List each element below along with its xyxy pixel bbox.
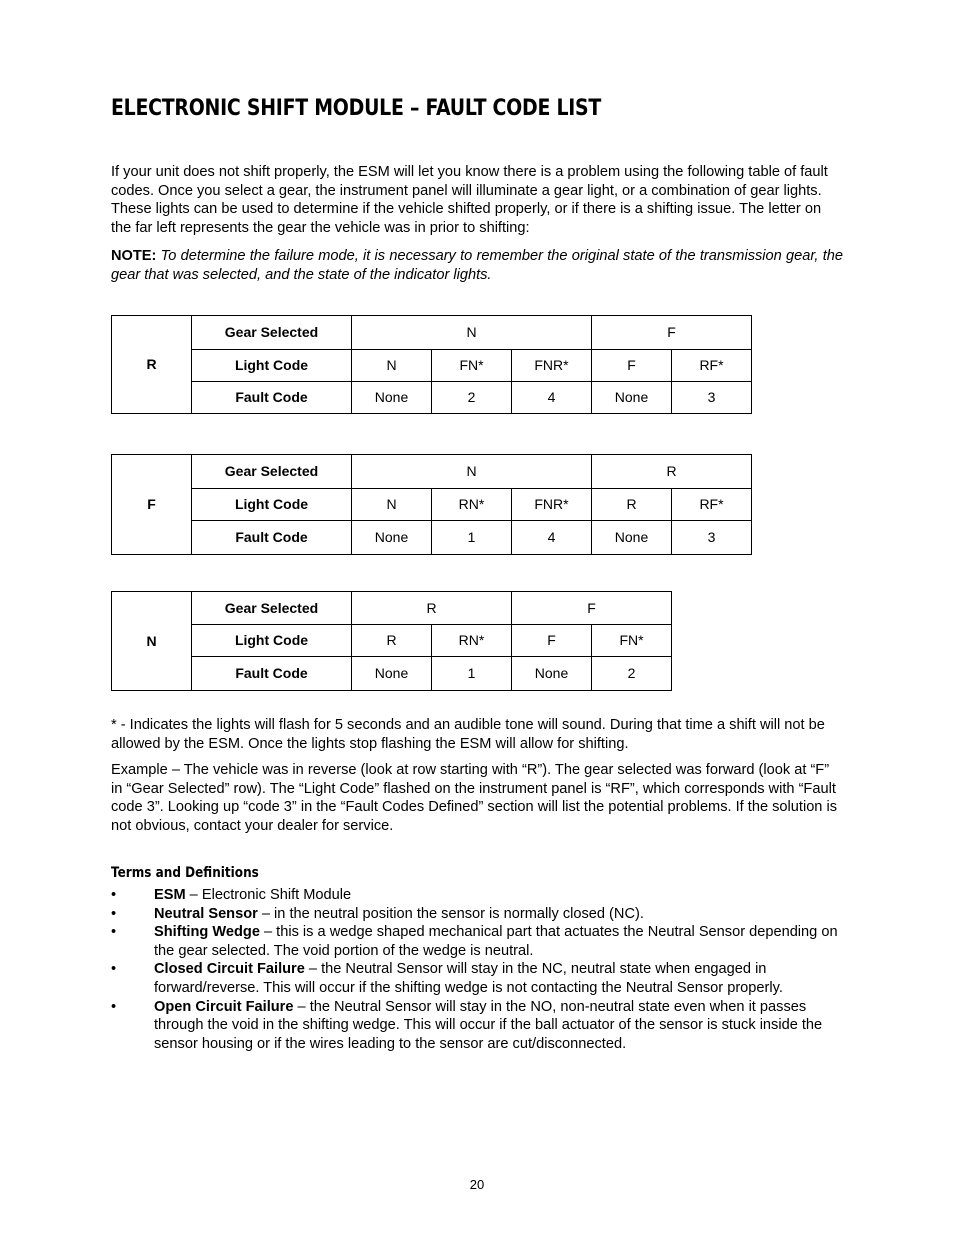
bullet-icon: • [111, 887, 117, 903]
light-code-cell: R [352, 625, 432, 657]
page-number: 20 [469, 1177, 485, 1192]
term-name: ESM [154, 887, 186, 903]
page-title: ELECTRONIC SHIFT MODULE – FAULT CODE LIST [111, 96, 602, 121]
light-code-cell: N [352, 489, 432, 521]
asterisk-note: * - Indicates the lights will flash for 5 seconds and an audible tone will sound. During that time a shift will not be allowed by the ESM. Once the lights stop flashing the ESM will allow for shifting. [111, 717, 825, 752]
term-name: Open Circuit Failure [154, 998, 294, 1015]
fault-code-cell: 2 [432, 382, 512, 414]
bullet-icon: • [111, 998, 117, 1015]
light-code-cell: F [592, 350, 672, 382]
fault-code-cell: None [592, 521, 672, 555]
gear-selected-label: Gear Selected [192, 455, 352, 489]
term-item [111, 905, 843, 924]
fault-code-cell: None [352, 382, 432, 414]
light-code-label: Light Code [192, 625, 352, 657]
light-code-label: Light Code [192, 350, 352, 382]
example-paragraph: Example – The vehicle was in reverse (look at row starting with “R”). The gear selected was forward (look at “F” in “Gear Selected” row). The “Light Code” flashed on the instrument panel is “RF”, which corresponds with “Fault code 3”. Looking up “code 3” in the “Fault Codes Defined” section will list the potential problems. If the solution is not obvious, contact your dealer for service. [111, 762, 838, 834]
gear-selected-value: F [512, 592, 672, 625]
fault-code-cell: 3 [672, 382, 752, 414]
fault-code-cell: None [512, 657, 592, 691]
term-definition: – the Neutral Sensor will stay in the NO, non-neutral state even when it passes through the void in the shifting wedge. This will occur if the ball actuator of the sensor is stuck inside the sensor housing or if the wires leading to the sensor are cut/disconnected. [154, 998, 823, 1052]
gear-selected-value: N [352, 455, 592, 489]
term-definition: – in the neutral position the sensor is normally closed (NC). [257, 905, 644, 922]
fault-code-cell: 1 [432, 657, 512, 691]
note-label: NOTE: [111, 248, 157, 264]
bullet-icon: • [111, 924, 117, 941]
fault-code-cell: 4 [512, 521, 592, 555]
fault-table-f [111, 454, 752, 555]
fault-code-cell: None [352, 657, 432, 691]
light-code-cell: RN* [432, 489, 512, 521]
start-gear-cell: N [112, 592, 192, 691]
fault-code-cell: 4 [512, 382, 592, 414]
note-text: To determine the failure mode, it is necessary to remember the original state of the transmission gear, the gear that was selected, and the state of the indicator lights. [111, 248, 843, 283]
term-definition: – the Neutral Sensor will stay in the NC, neutral state when engaged in forward/reverse. This will occur if the shifting wedge is not contacting the Neutral Sensor properly. [154, 961, 783, 996]
light-code-cell: RF* [672, 489, 752, 521]
fault-code-label: Fault Code [192, 521, 352, 555]
start-gear-cell: R [112, 316, 192, 414]
gear-selected-value: F [592, 316, 752, 350]
light-code-cell: FNR* [512, 489, 592, 521]
term-name: Shifting Wedge [154, 924, 260, 941]
fault-code-cell: 3 [672, 521, 752, 555]
gear-selected-value: R [592, 455, 752, 489]
gear-selected-label: Gear Selected [192, 592, 352, 625]
bullet-icon: • [111, 905, 117, 922]
light-code-cell: RN* [432, 625, 512, 657]
term-name: Neutral Sensor [154, 905, 258, 922]
gear-selected-value: R [352, 592, 512, 625]
fault-table-r [111, 315, 752, 414]
gear-selected-label: Gear Selected [192, 316, 352, 350]
fault-code-cell: 1 [432, 521, 512, 555]
light-code-cell: R [592, 489, 672, 521]
fault-code-cell: None [352, 521, 432, 555]
light-code-cell: F [512, 625, 592, 657]
term-item [111, 998, 843, 1054]
fault-code-cell: 2 [592, 657, 672, 691]
term-item [111, 960, 843, 997]
fault-code-label: Fault Code [192, 657, 352, 691]
term-item [111, 923, 843, 960]
terms-list [111, 886, 843, 1053]
term-item [111, 886, 843, 905]
fault-table-n [111, 591, 672, 691]
fault-code-cell: None [592, 382, 672, 414]
terms-heading: Terms and Definitions [111, 865, 259, 881]
intro-paragraph: If your unit does not shift properly, the ESM will let you know there is a problem using the following table of fault codes. Once you select a gear, the instrument panel will illuminate a gear light, or a combination of gear lights. These lights can be used to determine if the vehicle shifted properly, or if there is a shifting issue. The letter on the far left represents the gear the vehicle was in prior to shifting: [111, 164, 828, 236]
light-code-cell: N [352, 350, 432, 382]
light-code-cell: RF* [672, 350, 752, 382]
light-code-cell: FN* [432, 350, 512, 382]
term-name: Closed Circuit Failure [154, 961, 305, 978]
fault-code-label: Fault Code [192, 382, 352, 414]
note-paragraph [111, 247, 843, 284]
bullet-icon: • [111, 961, 117, 978]
light-code-label: Light Code [192, 489, 352, 521]
start-gear-cell: F [112, 455, 192, 555]
light-code-cell: FNR* [512, 350, 592, 382]
term-definition: – this is a wedge shaped mechanical part that actuates the Neutral Sensor depending on the gear selected. The void portion of the wedge is neutral. [154, 924, 838, 959]
light-code-cell: FN* [592, 625, 672, 657]
term-definition: – Electronic Shift Module [185, 887, 352, 903]
gear-selected-value: N [352, 316, 592, 350]
